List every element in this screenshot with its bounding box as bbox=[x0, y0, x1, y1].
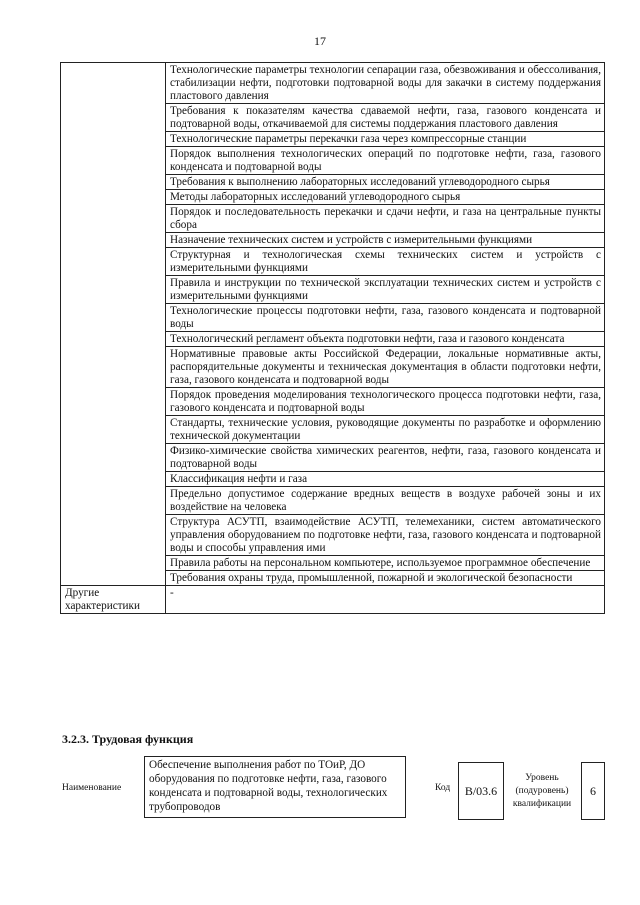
knowledge-item: Требования охраны труда, промышленной, пожарной и экологической безопасности bbox=[166, 571, 605, 586]
knowledge-item: Структура АСУТП, взаимодействие АСУТП, телемеханики, систем автоматического управления оборудованием по подготовке нефти, газа, газового конденсата и подтоварной воды и способы управления ими bbox=[166, 515, 605, 556]
knowledge-item: Требования к выполнению лабораторных исследований углеводородного сырья bbox=[166, 175, 605, 190]
knowledge-item: Стандарты, технические условия, руководящие документы по разработке и оформлению технической документации bbox=[166, 416, 605, 444]
knowledge-item: Правила и инструкции по технической эксплуатации технических систем и устройств с измерительными функциями bbox=[166, 276, 605, 304]
knowledge-item: Технологические параметры перекачки газа через компрессорные станции bbox=[166, 132, 605, 147]
knowledge-row bbox=[61, 63, 605, 104]
knowledge-left-cell bbox=[61, 63, 166, 586]
page-number: 17 bbox=[314, 34, 326, 48]
knowledge-item: Нормативные правовые акты Российской Федерации, локальные нормативные акты, распорядительные документы и техническая документация в области подготовки нефти, газа, газового конденсата и подтоварной воды bbox=[166, 347, 605, 388]
knowledge-item: Порядок и последовательность перекачки и сдачи нефти, и газа на центральные пункты сбора bbox=[166, 205, 605, 233]
function-name-box: Обеспечение выполнения работ по ТОиР, ДО оборудования по подготовке нефти, газа, газового конденсата и подтоварной воды, технологических трубопроводов bbox=[144, 756, 406, 818]
knowledge-item: Назначение технических систем и устройств с измерительными функциями bbox=[166, 233, 605, 248]
knowledge-item: Порядок проведения моделирования технологического процесса подготовки нефти, газа, газового конденсата и подтоварной воды bbox=[166, 388, 605, 416]
knowledge-item: Структурная и технологическая схемы технических систем и устройств с измерительными функциями bbox=[166, 248, 605, 276]
knowledge-item: Классификация нефти и газа bbox=[166, 472, 605, 487]
knowledge-item: Технологические процессы подготовки нефти, газа, газового конденсата и подтоварной воды bbox=[166, 304, 605, 332]
name-label: Наименование bbox=[62, 783, 122, 793]
other-characteristics-label: Другие характеристики bbox=[61, 586, 166, 614]
knowledge-item: Технологические параметры технологии сепарации газа, обезвоживания и обессоливания, стабилизации нефти, подготовки подтоварной воды для закачки в систему поддержания пластового давления bbox=[166, 63, 605, 104]
other-characteristics-value: - bbox=[166, 586, 605, 614]
section-heading: 3.2.3. Трудовая функция bbox=[62, 732, 194, 746]
knowledge-item: Правила работы на персональном компьютере, используемое программное обеспечение bbox=[166, 556, 605, 571]
knowledge-item: Физико-химические свойства химических реагентов, нефти, газа, газового конденсата и подтоварной воды bbox=[166, 444, 605, 472]
knowledge-item: Требования к показателям качества сдаваемой нефти, газа, газового конденсата и подтоварной воды, откачиваемой для системы поддержания пластового давления bbox=[166, 104, 605, 132]
knowledge-table bbox=[60, 62, 605, 614]
knowledge-item: Технологический регламент объекта подготовки нефти, газа и газового конденсата bbox=[166, 332, 605, 347]
qualification-level-label: Уровень (подуровень) квалификации bbox=[512, 773, 572, 809]
knowledge-item: Методы лабораторных исследований углеводородного сырья bbox=[166, 190, 605, 205]
other-characteristics-row bbox=[61, 586, 605, 614]
knowledge-item: Порядок выполнения технологических операций по подготовке нефти, газа, газового конденсата и подтоварной воды bbox=[166, 147, 605, 175]
code-value-box: B/03.6 bbox=[458, 762, 504, 820]
code-label: Код bbox=[435, 783, 451, 793]
qualification-level-box: 6 bbox=[581, 762, 605, 820]
knowledge-item: Предельно допустимое содержание вредных веществ в воздухе рабочей зоны и их воздействие на человека bbox=[166, 487, 605, 515]
